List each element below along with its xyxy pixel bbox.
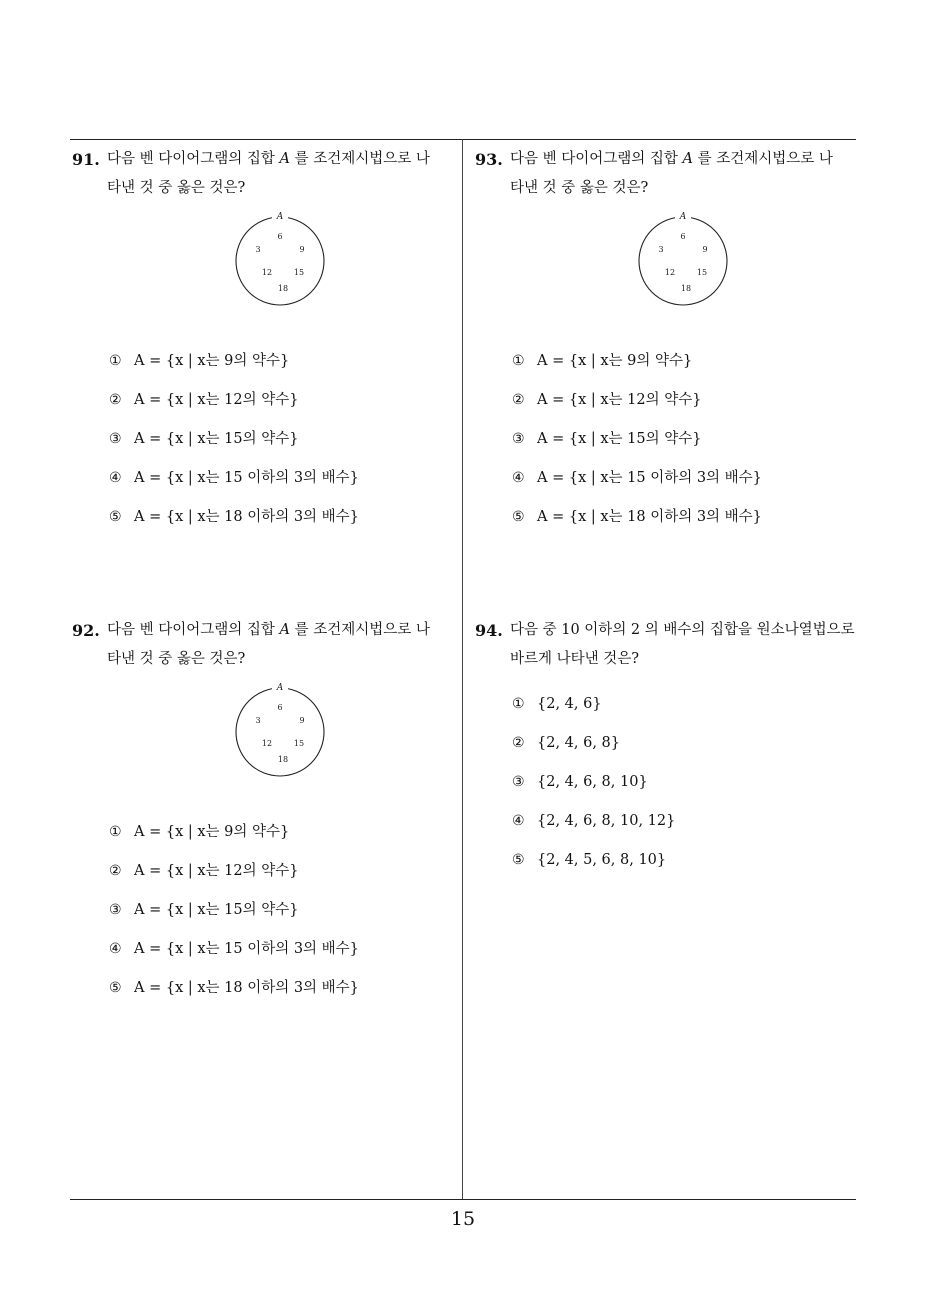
option-marker: ⑤	[109, 980, 122, 996]
option-text: {2, 4, 6, 8}	[537, 735, 621, 751]
stem-line-2: 바르게 나타낸 것은?	[510, 651, 640, 667]
option-3[interactable]	[512, 429, 860, 468]
option-marker: ③	[512, 774, 525, 790]
option-text: A = {x | x는 18 이하의 3의 배수}	[537, 509, 762, 525]
stem-line-1	[107, 145, 457, 174]
stem-text: 를 조건제시법으로 나	[290, 622, 430, 638]
venn-element: 15	[696, 268, 708, 277]
option-text: A = {x | x는 15의 약수}	[537, 431, 702, 447]
stem-line-2: 타낸 것 중 옳은 것은?	[510, 180, 649, 196]
stem-line-1	[107, 616, 457, 645]
venn-set-label: A	[276, 212, 284, 222]
option-1[interactable]	[109, 822, 457, 861]
option-marker: ②	[109, 392, 122, 408]
venn-element: 18	[277, 755, 289, 764]
venn-element: 3	[255, 245, 261, 254]
venn-element: 6	[277, 232, 283, 241]
option-marker: ①	[512, 696, 525, 712]
option-text: A = {x | x는 12의 약수}	[537, 392, 702, 408]
option-2[interactable]	[109, 861, 457, 900]
option-5[interactable]	[109, 978, 457, 1017]
venn-element: 18	[277, 284, 289, 293]
option-marker: ①	[109, 824, 122, 840]
option-2[interactable]	[512, 390, 860, 429]
venn-diagram	[72, 680, 457, 780]
option-marker: ②	[109, 863, 122, 879]
set-variable: A	[279, 151, 290, 167]
answer-options	[72, 822, 457, 1017]
bottom-rule	[70, 1199, 856, 1200]
venn-element: 9	[299, 716, 305, 725]
venn-set-label: A	[276, 683, 284, 693]
stem-line-2: 타낸 것 중 옳은 것은?	[107, 651, 246, 667]
answer-options	[475, 694, 860, 889]
option-marker: ⑤	[512, 852, 525, 868]
set-variable: A	[279, 622, 290, 638]
option-4[interactable]	[512, 811, 860, 850]
option-4[interactable]	[512, 468, 860, 507]
option-marker: ①	[512, 353, 525, 369]
option-marker: ①	[109, 353, 122, 369]
venn-element: 15	[293, 739, 305, 748]
option-3[interactable]	[109, 429, 457, 468]
column-divider	[462, 139, 463, 1200]
option-4[interactable]	[109, 468, 457, 507]
venn-set-label: A	[679, 212, 687, 222]
option-text: A = {x | x는 12의 약수}	[134, 863, 299, 879]
venn-element: 9	[299, 245, 305, 254]
question-94	[475, 616, 860, 889]
option-text: A = {x | x는 9의 약수}	[134, 353, 290, 369]
venn-element: 6	[277, 703, 283, 712]
top-rule	[70, 139, 856, 140]
venn-element: 18	[680, 284, 692, 293]
question-number: 91.	[72, 150, 100, 169]
question-number: 94.	[475, 621, 503, 640]
option-marker: ②	[512, 735, 525, 751]
venn-element: 6	[680, 232, 686, 241]
venn-element: 12	[664, 268, 676, 277]
option-marker: ④	[109, 470, 122, 486]
stem-line-1: 다음 중 10 이하의 2 의 배수의 집합을 원소나열법으로	[510, 622, 855, 638]
venn-diagram	[72, 209, 457, 309]
stem-text: 를 조건제시법으로 나	[290, 151, 430, 167]
option-1[interactable]	[512, 694, 860, 733]
venn-element: 12	[261, 739, 273, 748]
option-2[interactable]	[512, 733, 860, 772]
set-variable: A	[682, 151, 693, 167]
stem-text: 다음 벤 다이어그램의 집합	[510, 151, 683, 167]
option-text: A = {x | x는 9의 약수}	[537, 353, 693, 369]
stem-text: 를 조건제시법으로 나	[693, 151, 833, 167]
option-marker: ⑤	[512, 509, 525, 525]
option-2[interactable]	[109, 390, 457, 429]
option-text: {2, 4, 5, 6, 8, 10}	[537, 852, 667, 868]
option-5[interactable]	[512, 850, 860, 889]
venn-element: 12	[261, 268, 273, 277]
option-3[interactable]	[512, 772, 860, 811]
venn-diagram	[475, 209, 860, 309]
question-stem	[475, 145, 860, 203]
option-marker: ③	[109, 431, 122, 447]
option-text: {2, 4, 6}	[537, 696, 602, 712]
option-text: A = {x | x는 15 이하의 3의 배수}	[134, 470, 359, 486]
option-text: A = {x | x는 15 이하의 3의 배수}	[134, 941, 359, 957]
option-4[interactable]	[109, 939, 457, 978]
page-number: 15	[450, 1208, 476, 1230]
option-marker: ②	[512, 392, 525, 408]
option-text: A = {x | x는 15의 약수}	[134, 902, 299, 918]
option-text: A = {x | x는 18 이하의 3의 배수}	[134, 980, 359, 996]
option-marker: ⑤	[109, 509, 122, 525]
answer-options	[475, 351, 860, 546]
stem-line-2: 타낸 것 중 옳은 것은?	[107, 180, 246, 196]
question-stem	[475, 616, 860, 674]
question-number: 92.	[72, 621, 100, 640]
question-stem	[72, 616, 457, 674]
venn-element: 3	[658, 245, 664, 254]
option-1[interactable]	[512, 351, 860, 390]
option-marker: ④	[109, 941, 122, 957]
option-text: {2, 4, 6, 8, 10}	[537, 774, 648, 790]
option-text: {2, 4, 6, 8, 10, 12}	[537, 813, 676, 829]
option-1[interactable]	[109, 351, 457, 390]
venn-element: 15	[293, 268, 305, 277]
question-92	[72, 616, 457, 1017]
option-5[interactable]	[109, 507, 457, 546]
question-91	[72, 145, 457, 546]
question-number: 93.	[475, 150, 503, 169]
option-text: A = {x | x는 9의 약수}	[134, 824, 290, 840]
question-93	[475, 145, 860, 546]
option-marker: ③	[512, 431, 525, 447]
option-5[interactable]	[512, 507, 860, 546]
option-marker: ③	[109, 902, 122, 918]
option-text: A = {x | x는 18 이하의 3의 배수}	[134, 509, 359, 525]
answer-options	[72, 351, 457, 546]
option-text: A = {x | x는 12의 약수}	[134, 392, 299, 408]
option-3[interactable]	[109, 900, 457, 939]
stem-text: 다음 벤 다이어그램의 집합	[107, 622, 280, 638]
option-text: A = {x | x는 15 이하의 3의 배수}	[537, 470, 762, 486]
stem-text: 다음 벤 다이어그램의 집합	[107, 151, 280, 167]
option-marker: ④	[512, 813, 525, 829]
option-marker: ④	[512, 470, 525, 486]
venn-element: 3	[255, 716, 261, 725]
question-stem	[72, 145, 457, 203]
option-text: A = {x | x는 15의 약수}	[134, 431, 299, 447]
venn-element: 9	[702, 245, 708, 254]
stem-line-1	[510, 145, 860, 174]
